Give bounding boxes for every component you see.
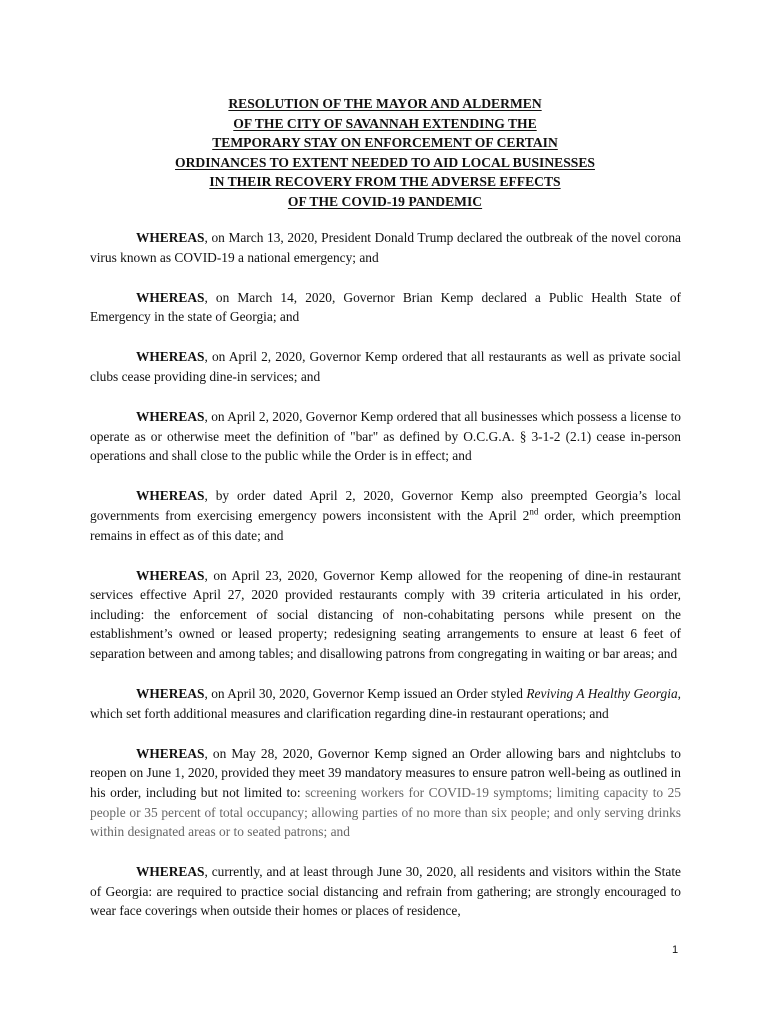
paragraph-text: , on April 23, 2020, Governor Kemp allowed for the reopening of dine-in restaurant services effective April 27, 2020 provided restaurants comply with 39 criteria articulated in his order, including: the enforcement of social distancing of non-cohabitating persons while present on the establishment’s owned or leased property; redesigning seating arrangements to ensure at least 6 feet of separation between and among tables; and disallowing patrons from congregating in waiting or bar areas; and	[90, 567, 681, 661]
whereas-paragraph	[90, 684, 681, 723]
title-line: RESOLUTION OF THE MAYOR AND ALDERMEN	[228, 96, 542, 111]
paragraph-text: , on March 13, 2020, President Donald Trump declared the outbreak of the novel corona virus known as COVID-19 a national emergency; and	[90, 230, 681, 265]
whereas-keyword: WHEREAS	[136, 686, 205, 702]
paragraph-text: , on April 30, 2020, Governor Kemp issued an Order styled	[204, 686, 527, 702]
whereas-paragraph	[90, 566, 681, 664]
whereas-paragraph	[90, 407, 681, 466]
whereas-paragraph	[90, 288, 681, 327]
order-title: Reviving A Healthy Georgia	[526, 686, 678, 702]
whereas-paragraph	[90, 862, 681, 921]
whereas-keyword: WHEREAS	[136, 745, 205, 761]
whereas-keyword: WHEREAS	[136, 567, 205, 583]
ordinal-suffix: nd	[529, 506, 539, 517]
whereas-keyword: WHEREAS	[136, 230, 205, 245]
title-line: OF THE CITY OF SAVANNAH EXTENDING THE	[233, 115, 537, 131]
paragraph-text: , on March 14, 2020, Governor Brian Kemp declared a Public Health State of Emergency in the state of Georgia; and	[90, 289, 681, 325]
paragraph-gray-text: screening workers for COVID-19 symptoms; limiting capacity to 25 people or 35 percent of total occupancy; allowing parties of no more than six people; and only serving drinks within designated areas or to seated patrons; and	[90, 784, 681, 840]
title-line: ORDINANCES TO EXTENT NEEDED TO AID LOCAL BUSINESSES	[175, 154, 595, 170]
whereas-keyword: WHEREAS	[136, 409, 205, 425]
paragraph-text: order, which preemption remains in effect as of this date; and	[90, 507, 681, 543]
paragraph-text: , by order dated April 2, 2020, Governor Kemp also preempted Georgia’s local governments from exercising emergency powers inconsistent with the April 2	[90, 488, 681, 523]
whereas-paragraph	[90, 228, 681, 267]
resolution-body	[90, 228, 681, 942]
title-line: TEMPORARY STAY ON ENFORCEMENT OF CERTAIN	[212, 135, 558, 151]
page-number: 1	[672, 944, 679, 956]
whereas-keyword: WHEREAS	[136, 349, 205, 365]
whereas-keyword: WHEREAS	[136, 488, 205, 504]
whereas-paragraph	[90, 744, 681, 842]
resolution-title	[90, 94, 680, 212]
whereas-keyword: WHEREAS	[136, 289, 205, 305]
whereas-paragraph	[90, 486, 681, 545]
paragraph-text: , which set forth additional measures and clarification regarding dine-in restaurant operations; and	[90, 686, 681, 721]
paragraph-text: , on April 2, 2020, Governor Kemp ordered that all restaurants as well as private social clubs cease providing dine-in services; and	[90, 349, 681, 384]
paragraph-text: , currently, and at least through June 30, 2020, all residents and visitors within the State of Georgia: are required to practice social distancing and refrain from gathering; are strongly encouraged to wear face coverings when outside their homes or places of residence,	[90, 864, 681, 919]
paragraph-text: , on May 28, 2020, Governor Kemp signed an Order allowing bars and nightclubs to reopen on June 1, 2020, provided they meet 39 mandatory measures to ensure patron well-being as outlined in his order, including but not limited to:	[90, 745, 681, 800]
title-line: IN THEIR RECOVERY FROM THE ADVERSE EFFECTS	[209, 174, 561, 190]
whereas-paragraph	[90, 347, 681, 386]
whereas-keyword: WHEREAS	[136, 864, 205, 880]
title-line: OF THE COVID-19 PANDEMIC	[287, 193, 483, 209]
paragraph-text: , on April 2, 2020, Governor Kemp ordered that all businesses which possess a license to operate as or otherwise meet the definition of "bar" as defined by O.C.G.A. § 3-1-2 (2.1) cease in-person operations and shall close to the public while the Order is in effect; and	[90, 409, 681, 464]
